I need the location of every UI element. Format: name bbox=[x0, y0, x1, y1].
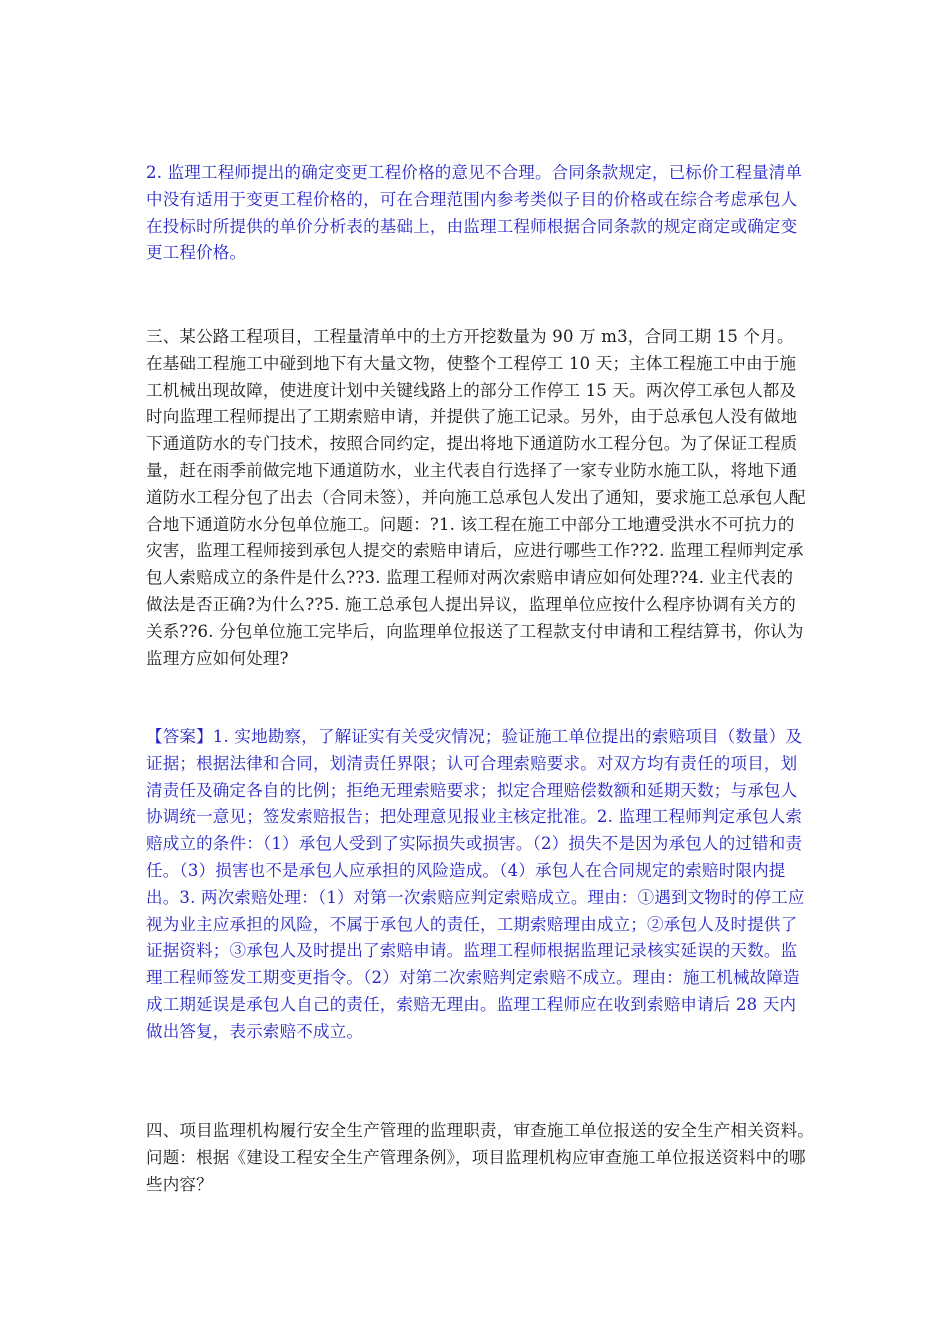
question-3-text: 三、某公路工程项目，工程量清单中的土方开挖数量为 90 万 m3，合同工期 15 个月。在基础工程施工中碰到地下有大量文物，使整个工程停工 10 天；主体工程施工中由于施工机械出现故障，使进度计划中关键线路上的部分工作停工 15 天。两次停工承包人都及时向监理工程师提出了工期索赔申请，并提供了施工记录。另外，由于总承包人没有做地下通道防水的专门技术，按照合同约定，提出将地下通道防水工程分包。为了保证工程质量，赶在雨季前做完地下通道防水，业主代表自行选择了一家专业防水施工队，将地下通道防水工程分包了出去（合同未签），并向施工总承包人发出了通知，要求施工总承包人配合地下通道防水分包单位施工。问题：?1. 该工程在施工中部分工地遭受洪水不可抗力的灾害，监理工程师接到承包人提交的索赔申请后，应进行哪些工作??2. 监理工程师判定承包人索赔成立的条件是什么??3. 监理工程师对两次索赔申请应如何处理??4. 业主代表的做法是否正确?为什么??5. 施工总承包人提出异议，监理单位应按什么程序协调有关方的关系??6. 分包单位施工完毕后，向监理单位报送了工程款支付申请和工程结算书，你认为监理方应如何处理? bbox=[146, 327, 806, 668]
question-4-text: 四、项目监理机构履行安全生产管理的监理职责，审查施工单位报送的安全生产相关资料。 问题：根据《建设工程安全生产管理条例》，项目监理机构应审查施工单位报送资料中的哪些内容？ bbox=[146, 1121, 840, 1194]
answer-3-text: 【答案】1. 实地勘察，了解证实有关受灾情况；验证施工单位提出的索赔项目（数量）及证据；根据法律和合同，划清责任界限；认可合理索赔要求。对双方均有责任的项目，划清责任及确定各自的比例；拒绝无理索赔要求；拟定合理赔偿数额和延期天数；与承包人协调统一意见；签发索赔报告；把处理意见报业主核定批准。2. 监理工程师判定承包人索赔成立的条件：（1）承包人受到了实际损失或损害。（2）损失不是因为承包人的过错和责任。（3）损害也不是承包人应承担的风险造成。（4）承包人在合同规定的索赔时限内提出。3. 两次索赔处理：（1）对第一次索赔应判定索赔成立。理由：①遇到文物时的停工应视为业主应承担的风险，不属于承包人的责任，工期索赔理由成立；②承包人及时提供了证据资料；③承包人及时提出了索赔申请。监理工程师根据监理记录核实延误的天数。监理工程师签发工期变更指令。（2）对第二次索赔判定索赔不成立。理由：施工机械故障造成工期延误是承包人自己的责任，索赔无理由。监理工程师应在收到索赔申请后 28 天内做出答复，表示索赔不成立。 bbox=[146, 727, 805, 1041]
answer-2-text: 2. 监理工程师提出的确定变更工程价格的意见不合理。合同条款规定，已标价工程量清单中没有适用于变更工程价格的，可在合理范围内参考类似子目的价格或在综合考虑承包人在投标时所提供的单价分析表的基础上，由监理工程师根据合同条款的规定商定或确定变更工程价格。 bbox=[146, 163, 803, 263]
